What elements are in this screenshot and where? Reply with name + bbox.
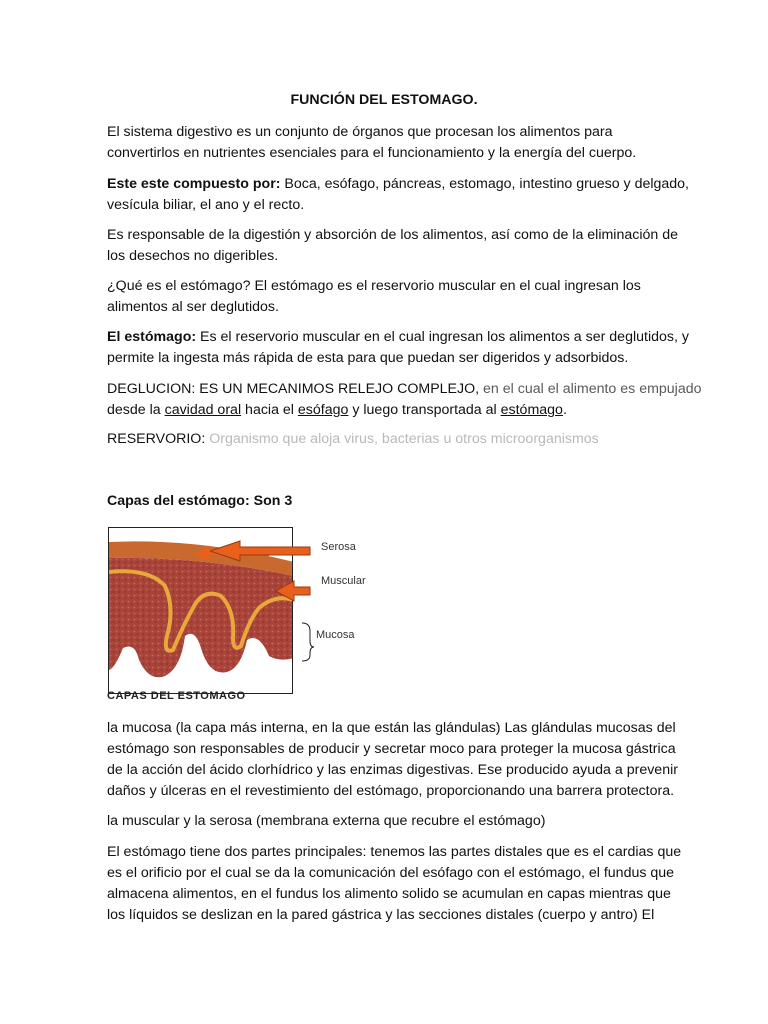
paragraph-4-line-2: alimentos al ser deglutidos. bbox=[107, 299, 279, 315]
paragraph-1-line-2: convertirlos en nutrientes esenciales para el funcionamiento y la energía del cuerpo. bbox=[107, 145, 637, 161]
figure-caption: CAPAS DEL ESTOMAGO bbox=[107, 690, 246, 702]
paragraph-10-line-4: los líquidos se deslizan en la pared gástrica y las secciones distales (cuerpo y antro) El bbox=[107, 907, 655, 923]
muscular-pointer-arrow-icon bbox=[276, 581, 310, 601]
mucosa-bracket-icon bbox=[302, 623, 314, 661]
paragraph-7 bbox=[107, 429, 599, 450]
paragraph-5-line-1-text: Es el reservorio muscular en el cual ingresan los alimentos a ser deglutidos, y bbox=[196, 329, 689, 345]
paragraph-6-text-d: . bbox=[562, 402, 567, 418]
label-muscular: Muscular bbox=[321, 575, 366, 587]
paragraph-1-line-1: El sistema digestivo es un conjunto de órganos que procesan los alimentos para bbox=[107, 124, 613, 140]
label-mucosa: Mucosa bbox=[316, 629, 355, 641]
paragraph-8-line-3: de la acción del ácido clorhídrico y las enzimas digestivas. Ese producido ayuda a prevenir bbox=[107, 762, 678, 778]
paragraph-2-line-2: vesícula biliar, el ano y el recto. bbox=[107, 197, 305, 213]
deglucion-term: DEGLUCION: ES UN MECANIMOS RELEJO COMPLEJO, bbox=[107, 381, 480, 397]
reservorio-term: RESERVORIO: bbox=[107, 431, 210, 447]
section-heading: Capas del estómago: Son 3 bbox=[107, 493, 293, 509]
link-esofago[interactable]: esófago bbox=[297, 402, 349, 418]
paragraph-3-line-2: los desechos no digeribles. bbox=[107, 248, 279, 264]
label-serosa: Serosa bbox=[321, 541, 356, 553]
paragraph-4-line-1: ¿Qué es el estómago? El estómago es el reservorio muscular en el cual ingresan los bbox=[107, 278, 641, 294]
link-cavidad-oral[interactable]: cavidad oral bbox=[164, 402, 242, 418]
paragraph-6-text-c: y luego transportada al bbox=[348, 402, 501, 418]
paragraph-5-label: El estómago: bbox=[107, 329, 197, 345]
figure-annotations bbox=[210, 535, 320, 665]
paragraph-2-line-1 bbox=[107, 174, 689, 195]
paragraph-9-line-1: la muscular y la serosa (membrana externa que recubre el estómago) bbox=[107, 813, 546, 829]
paragraph-2-line-1-text: Boca, esófago, páncreas, estomago, intestino grueso y delgado, bbox=[280, 176, 690, 192]
paragraph-5-line-2: permite la ingesta más rápida de esta para que puedan ser digeridos y adsorbidos. bbox=[107, 350, 629, 366]
paragraph-8-line-1: la mucosa (la capa más interna, en la que están las glándulas) Las glándulas mucosas del bbox=[107, 720, 676, 736]
document-title: FUNCIÓN DEL ESTOMAGO. bbox=[290, 92, 478, 108]
paragraph-6-line-1 bbox=[107, 379, 702, 400]
paragraph-10-line-1: El estómago tiene dos partes principales: tenemos las partes distales que es el cardias que bbox=[107, 844, 682, 860]
paragraph-8-line-2: estómago son responsables de producir y secretar moco para proteger la mucosa gástrica bbox=[107, 741, 676, 757]
paragraph-6-line-2 bbox=[107, 400, 567, 421]
paragraph-5-line-1 bbox=[107, 327, 689, 348]
paragraph-6-text-a: desde la bbox=[107, 402, 165, 418]
serosa-pointer-arrow-icon bbox=[210, 541, 310, 561]
link-estomago[interactable]: estómago bbox=[500, 402, 563, 418]
reservorio-definition: Organismo que aloja virus, bacterias u otros microorganismos bbox=[209, 431, 599, 447]
paragraph-2-label: Este este compuesto por: bbox=[107, 176, 281, 192]
deglucion-definition: en el cual el alimento es empujado bbox=[479, 381, 702, 397]
paragraph-3-line-1: Es responsable de la digestión y absorción de los alimentos, así como de la eliminación de bbox=[107, 227, 678, 243]
paragraph-8-line-4: daños y úlceras en el revestimiento del estómago, proporcionando una barrera protectora. bbox=[107, 783, 675, 799]
paragraph-10-line-3: almacena alimentos, en el fundus los alimento solido se acumulan en capas mientras que bbox=[107, 886, 671, 902]
paragraph-10-line-2: es el orificio por el cual se da la comunicación del esófago con el estómago, el fundus que bbox=[107, 865, 675, 881]
paragraph-6-text-b: hacia el bbox=[241, 402, 298, 418]
